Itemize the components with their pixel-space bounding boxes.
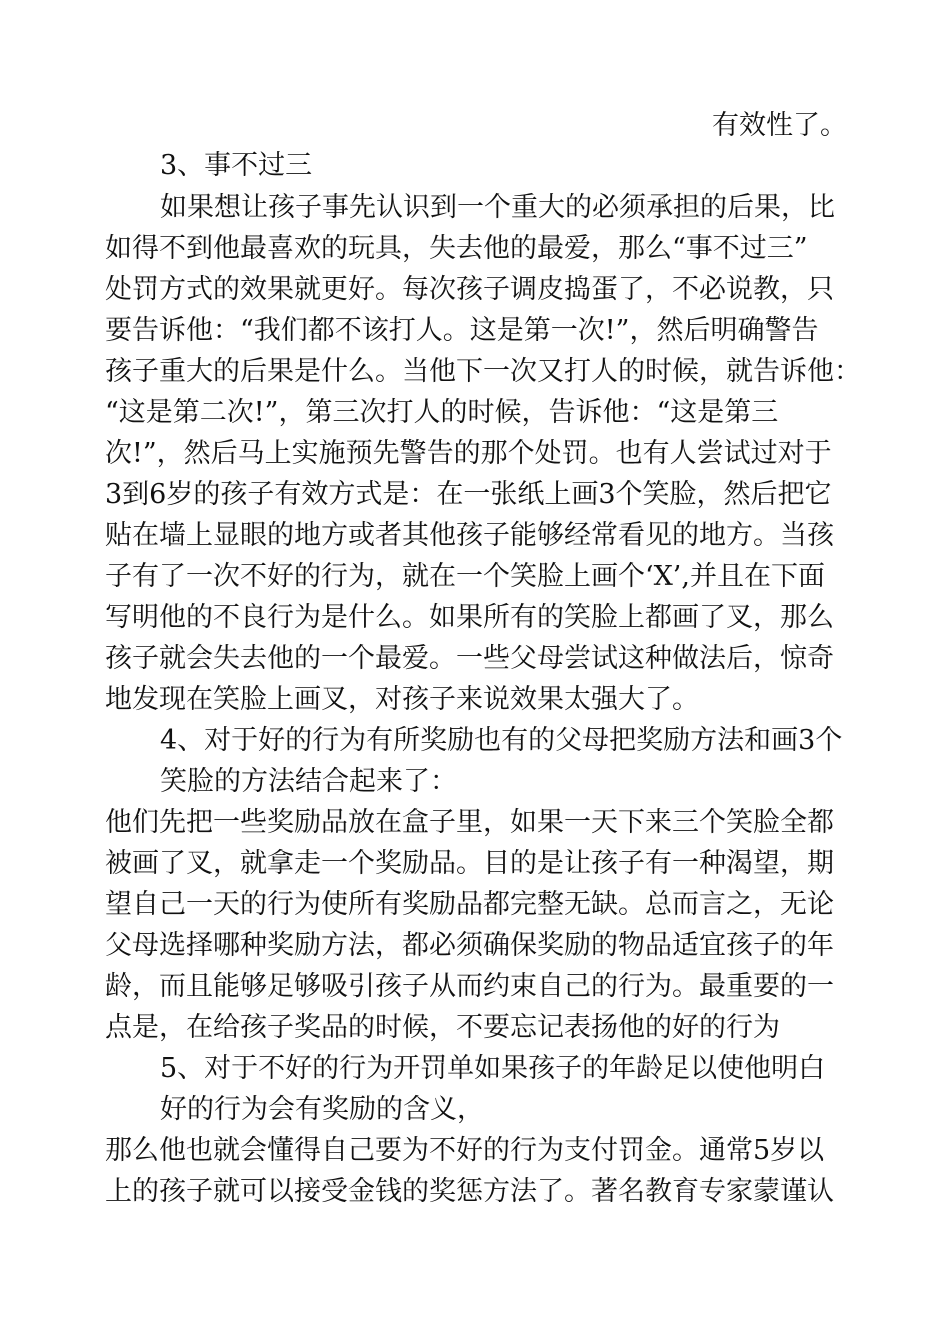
text-line: 处罚方式的效果就更好。每次孩子调皮捣蛋了，不必说教，只 bbox=[105, 274, 834, 305]
text-line: 点是，在给孩子奖品的时候，不要忘记表扬他的好的行为 bbox=[105, 1012, 780, 1043]
text-line: 3到6岁的孩子有效方式是：在一张纸上画3个笑脸，然后把它 bbox=[105, 479, 832, 510]
text-line: 孩子就会失去他的一个最爱。一些父母尝试这种做法后，惊奇 bbox=[105, 643, 834, 674]
section-heading: 笑脸的方法结合起来了： bbox=[160, 766, 457, 797]
text-line: 那么他也就会懂得自己要为不好的行为支付罚金。通常5岁以 bbox=[105, 1135, 825, 1166]
text-line: 龄，而且能够足够吸引孩子从而约束自己的行为。最重要的一 bbox=[105, 971, 834, 1002]
text-line: 有效性了。 bbox=[712, 110, 847, 141]
text-line: 孩子重大的后果是什么。当他下一次又打人的时候，就告诉他： bbox=[105, 356, 861, 387]
text-line: “这是第二次!”，第三次打人的时候，告诉他：“这是第三 bbox=[105, 397, 779, 428]
text-line: 如果想让孩子事先认识到一个重大的必须承担的后果，比 bbox=[160, 192, 835, 223]
text-line: 望自己一天的行为使所有奖励品都完整无缺。总而言之，无论 bbox=[105, 889, 834, 920]
text-line: 次!”，然后马上实施预先警告的那个处罚。也有人尝试过对于 bbox=[105, 438, 832, 469]
text-line: 写明他的不良行为是什么。如果所有的笑脸上都画了叉，那么 bbox=[105, 602, 834, 633]
section-heading: 好的行为会有奖励的含义， bbox=[160, 1094, 484, 1125]
text-line: 如得不到他最喜欢的玩具，失去他的最爱，那么“事不过三” bbox=[105, 233, 808, 264]
section-heading: 5、对于不好的行为开罚单如果孩子的年龄足以使他明白 bbox=[160, 1053, 826, 1084]
section-heading: 3、事不过三 bbox=[160, 150, 313, 181]
text-line: 贴在墙上显眼的地方或者其他孩子能够经常看见的地方。当孩 bbox=[105, 520, 834, 551]
text-line: 他们先把一些奖励品放在盒子里，如果一天下来三个笑脸全都 bbox=[105, 807, 834, 838]
text-line: 子有了一次不好的行为，就在一个笑脸上画个‘X’,并且在下面 bbox=[105, 561, 825, 592]
text-line: 地发现在笑脸上画叉，对孩子来说效果太强大了。 bbox=[105, 684, 699, 715]
text-line: 父母选择哪种奖励方法，都必须确保奖励的物品适宜孩子的年 bbox=[105, 930, 834, 961]
text-line: 被画了叉，就拿走一个奖励品。目的是让孩子有一种渴望，期 bbox=[105, 848, 834, 879]
text-line: 要告诉他：“我们都不该打人。这是第一次!”，然后明确警告 bbox=[105, 315, 819, 346]
text-line: 上的孩子就可以接受金钱的奖惩方法了。著名教育专家蒙谨认 bbox=[105, 1176, 834, 1207]
section-heading: 4、对于好的行为有所奖励也有的父母把奖励方法和画3个 bbox=[160, 725, 843, 756]
